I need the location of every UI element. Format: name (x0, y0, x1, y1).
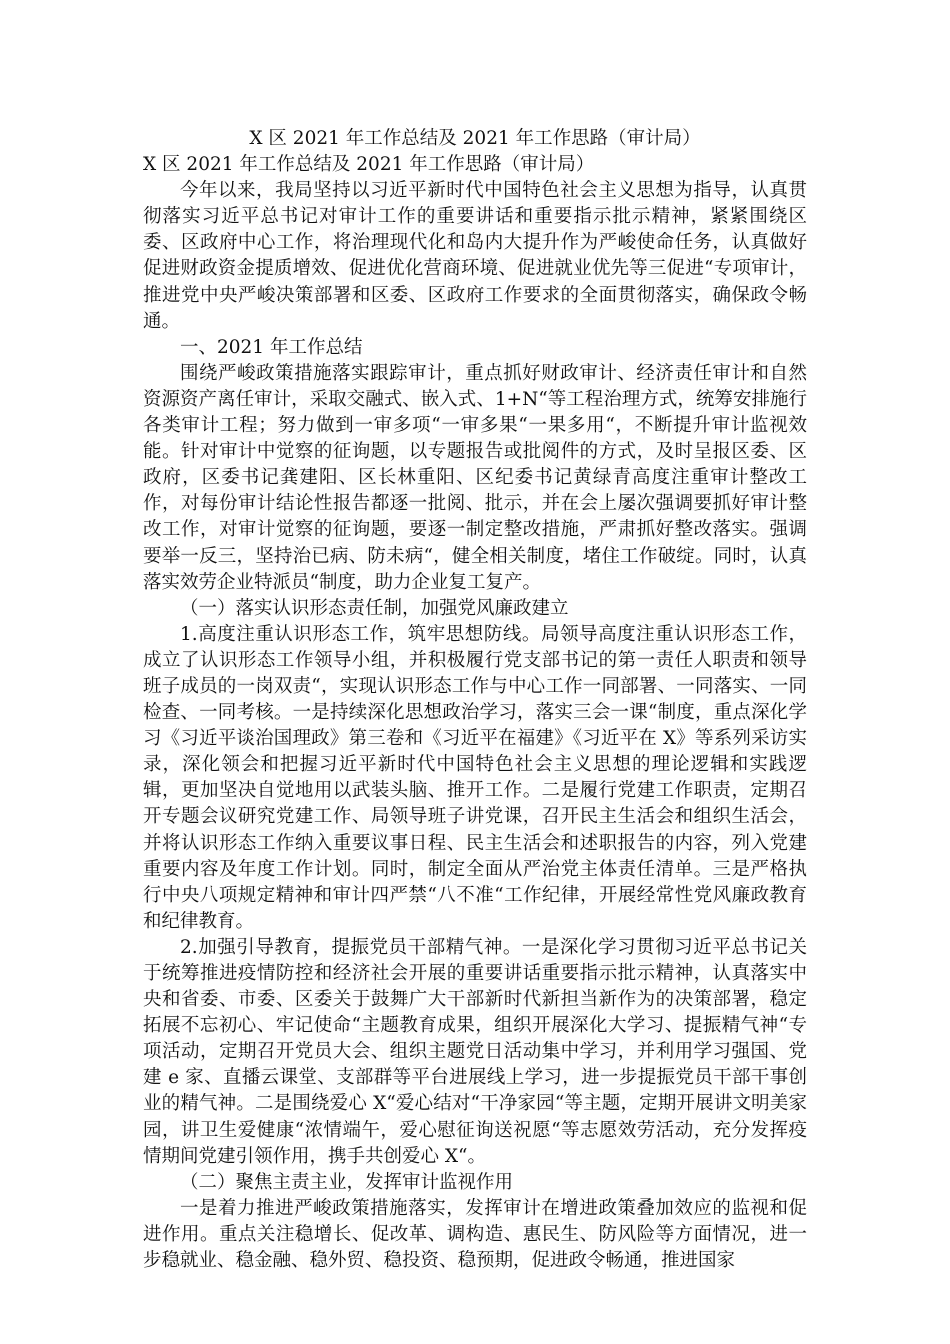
subsection-heading-1: （一）落实认识形态责任制，加强党风廉政建立 (180, 597, 569, 619)
section-heading-1: 一、2021 年工作总结 (180, 336, 363, 358)
intro-paragraph: 今年以来，我局坚持以习近平新时代中国特色社会主义思想为指导，认真贯彻落实习近平总书记对审计工作的重要讲话和重要指示批示精神，紧紧围绕区委、区政府中心工作，将治理现代化和岛内大提升作为严峻使命任务，认真做好促进财政资金提质增效、促进优化营商环境、促进就业优先等三促进“专项审计，推进党中央严峻决策部署和区委、区政府工作要求的全面贯彻落实，确保政令畅通。 (143, 180, 807, 332)
subsection-1-item-1: 1.高度注重认识形态工作，筑牢思想防线。局领导高度注重认识形态工作，成立了认识形态工作领导小组，并积极履行党支部书记的第一责任人职责和领导班子成员的一岗双责“，实现认识形态工作与中心工作一同部署、一同落实、一同检查、一同考核。一是持续深化思想政治学习，落实三会一课“制度，重点深化学习《习近平谈治国理政》第三卷和《习近平在福建》《习近平在 X》等系列采访实录，深化领会和把握习近平新时代中国特色社会主义思想的理论逻辑和实践逻辑，更加坚决自觉地用以武装头脑、推开工作。二是履行党建工作职责，定期召开专题会议研究党建工作、局领导班子讲党课，召开民主生活会和组织生活会，并将认识形态工作纳入重要议事日程、民主生活会和述职报告的内容，列入党建重要内容及年度工作计划。同时，制定全面从严治党主体责任清单。三是严格执行中央八项规定精神和审计四严禁“八不准“工作纪律，开展经常性党风廉政教育和纪律教育。 (143, 623, 807, 932)
document-subtitle: X 区 2021 年工作总结及 2021 年工作思路（审计局） (143, 154, 595, 176)
subsection-heading-2: （二）聚焦主责主业，发挥审计监视作用 (180, 1171, 514, 1193)
document-title: X 区 2021 年工作总结及 2021 年工作思路（审计局） (249, 128, 701, 149)
document-body (143, 126, 807, 1274)
subsection-2-paragraph: 一是着力推进严峻政策措施落实，发挥审计在增进政策叠加效应的监视和促进作用。重点关注稳增长、促改革、调构造、惠民生、防风险等方面情况，进一步稳就业、稳金融、稳外贸、稳投资、稳预期，促进政令畅通，推进国家 (143, 1197, 807, 1272)
subsection-1-item-2: 2.加强引导教育，提振党员干部精气神。一是深化学习贯彻习近平总书记关于统筹推进疫情防控和经济社会开展的重要讲话重要指示批示精神，认真落实中央和省委、市委、区委关于鼓舞广大干部新时代新担当新作为的决策部署，稳定拓展不忘初心、牢记使命“主题教育成果，组织开展深化大学习、提振精气神“专项活动，定期召开党员大会、组织主题党日活动集中学习，并利用学习强国、党建 e 家、直播云课堂、支部群等平台进展线上学习，进一步提振党员干部干事创业的精气神。二是围绕爱心 X“爱心结对“干净家园“等主题，定期开展讲文明美家园，讲卫生爱健康“浓情端午，爱心慰征询送祝愿“等志愿效劳活动，充分发挥疫情期间党建引领作用，携手共创爱心 X“。 (143, 936, 807, 1167)
section-1-paragraph: 围绕严峻政策措施落实跟踪审计，重点抓好财政审计、经济责任审计和自然资源资产离任审计，采取交融式、嵌入式、1+N“等工程治理方式，统筹安排施行各类审计工程；努力做到一审多项“一审多果“一果多用“，不断提升审计监视效能。针对审计中觉察的征询题，以专题报告或批阅件的方式，及时呈报区委、区政府，区委书记龚建阳、区长林重阳、区纪委书记黄绿青高度注重审计整改工作，对每份审计结论性报告都逐一批阅、批示，并在会上屡次强调要抓好审计整改工作，对审计觉察的征询题，要逐一制定整改措施，严肃抓好整改落实。强调要举一反三，坚持治已病、防未病“，健全相关制度，堵住工作破绽。同时，认真落实效劳企业特派员“制度，助力企业复工复产。 (143, 362, 807, 593)
